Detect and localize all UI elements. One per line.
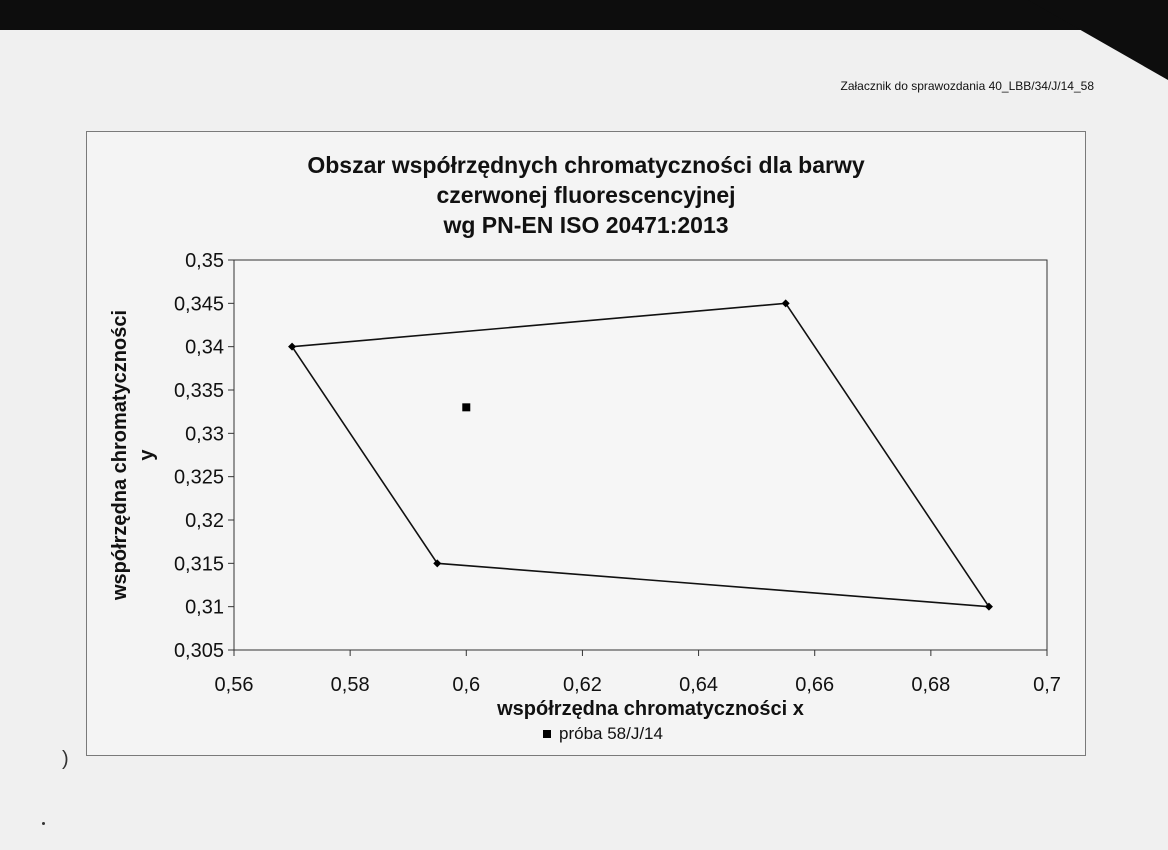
y-tick-label: 0,33 xyxy=(185,423,224,446)
x-tick-label: 0,66 xyxy=(795,674,835,696)
x-tick-label: 0,64 xyxy=(679,674,719,696)
y-tick-label: 0,31 xyxy=(185,596,224,619)
y-tick-label: 0,325 xyxy=(173,466,224,489)
y-tick-label: 0,34 xyxy=(185,336,224,359)
header-note: Załacznik do sprawozdania 40_LBB/34/J/14_58 xyxy=(840,79,1094,93)
legend xyxy=(543,724,663,744)
y-tick-label: 0,305 xyxy=(173,640,224,662)
scan-mark: ) xyxy=(62,748,69,770)
x-tick-label: 0,7 xyxy=(1033,674,1061,696)
x-tick-label: 0,62 xyxy=(562,674,602,696)
y-axis-label-line-1: współrzędna chromatyczności xyxy=(109,309,131,601)
chart-title-line-1: Obszar współrzędnych chromatyczności dla barwy xyxy=(307,152,865,178)
plot-area xyxy=(234,260,1047,650)
x-tick-label: 0,6 xyxy=(452,674,481,696)
legend-marker xyxy=(543,730,551,738)
chart-title-line-2: czerwonej fluorescencyjnej xyxy=(436,182,736,208)
y-tick-label: 0,35 xyxy=(185,250,224,272)
y-axis-label-line-2: y xyxy=(136,449,158,461)
y-tick-label: 0,335 xyxy=(173,380,224,402)
x-axis-label: współrzędna chromatyczności x xyxy=(497,698,804,720)
y-tick-label: 0,315 xyxy=(173,553,224,576)
legend-label: próba 58/J/14 xyxy=(559,724,663,743)
x-tick-label: 0,56 xyxy=(214,674,254,696)
x-tick-label: 0,58 xyxy=(330,674,370,696)
chart-title-line-3: wg PN-EN ISO 20471:2013 xyxy=(443,212,729,238)
sample-point xyxy=(462,403,470,411)
y-tick-label: 0,32 xyxy=(185,510,224,532)
y-tick-label: 0,345 xyxy=(173,293,224,316)
scan-dot xyxy=(42,822,45,825)
x-tick-label: 0,68 xyxy=(911,674,951,696)
